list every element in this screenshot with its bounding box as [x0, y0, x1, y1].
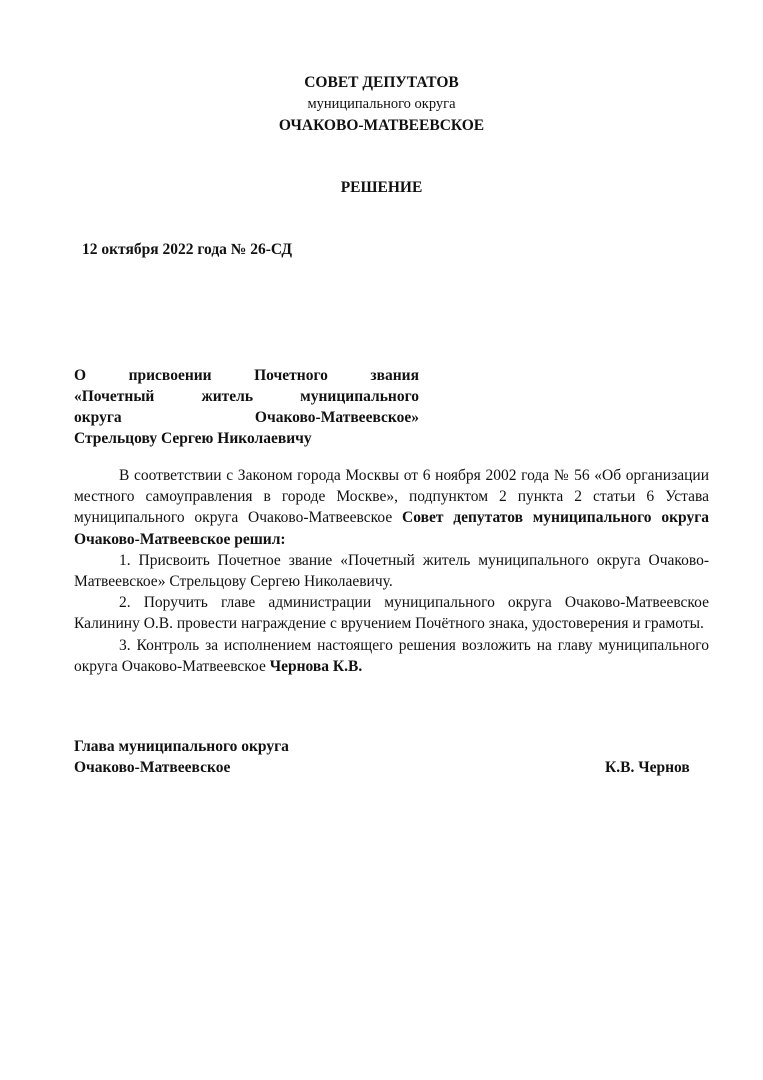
subject-word: житель: [201, 388, 254, 405]
council-title: СОВЕТ ДЕПУТАТОВ: [304, 74, 459, 91]
subject-word: О: [74, 367, 87, 384]
subject-word: Очаково-Матвеевское»: [254, 409, 419, 426]
item-3-paragraph: [74, 635, 709, 677]
decision-subject: [74, 365, 419, 449]
council-subtitle: муниципального округа: [307, 96, 456, 112]
preamble-paragraph: [74, 465, 709, 550]
subject-word: округа: [74, 409, 122, 426]
subject-word: присвоении: [128, 367, 212, 384]
preamble-resolution: Совет депутатов муниципального округа Очаково-Матвеевское решил:: [74, 509, 709, 548]
item-3-responsible: Чернова К.В.: [269, 657, 363, 675]
subject-line-4: Стрельцову Сергею Николаевичу: [74, 430, 312, 447]
decision-body: [74, 465, 709, 677]
decision-date-number: 12 октября 2022 года № 26-СД: [82, 241, 292, 258]
signature-title: [74, 736, 289, 778]
subject-line-1: [74, 365, 419, 386]
item-3-text: 3. Контроль за исполнением настоящего решения возложить на главу муниципального округа Очаково-Матвеевское: [74, 636, 709, 675]
subject-word: «Почетный: [74, 388, 155, 405]
document-type-heading: РЕШЕНИЕ: [340, 179, 423, 196]
subject-word: звания: [370, 367, 419, 384]
subject-word: муниципального: [300, 388, 419, 405]
subject-line-2: [74, 386, 419, 407]
signature-name: К.В. Чернов: [605, 759, 690, 776]
municipality-name: ОЧАКОВО-МАТВЕЕВСКОЕ: [278, 117, 485, 134]
subject-line-3: [74, 407, 419, 428]
item-2-paragraph: 2. Поручить главе администрации муниципального округа Очаково-Матвеевское Калинину О.В. провести награждение с вручением Почётного знака, удостоверения и грамоты.: [74, 594, 709, 633]
signature-title-line-1: Глава муниципального округа: [74, 738, 289, 755]
subject-word: Почетного: [254, 367, 328, 384]
item-1-paragraph: 1. Присвоить Почетное звание «Почетный житель муниципального округа Очаково-Матвеевское» Стрельцову Сергею Николаевичу.: [74, 551, 709, 591]
signature-title-line-2: Очаково-Матвеевское: [74, 759, 231, 776]
preamble-text: В соответствии с Законом города Москвы от 6 ноября 2002 года № 56 «Об организации местного самоуправления в городе Москве», подпунктом 2 пункта 2 статьи 6 Устава муниципального округа Очаково-Матвеевское: [74, 467, 709, 527]
